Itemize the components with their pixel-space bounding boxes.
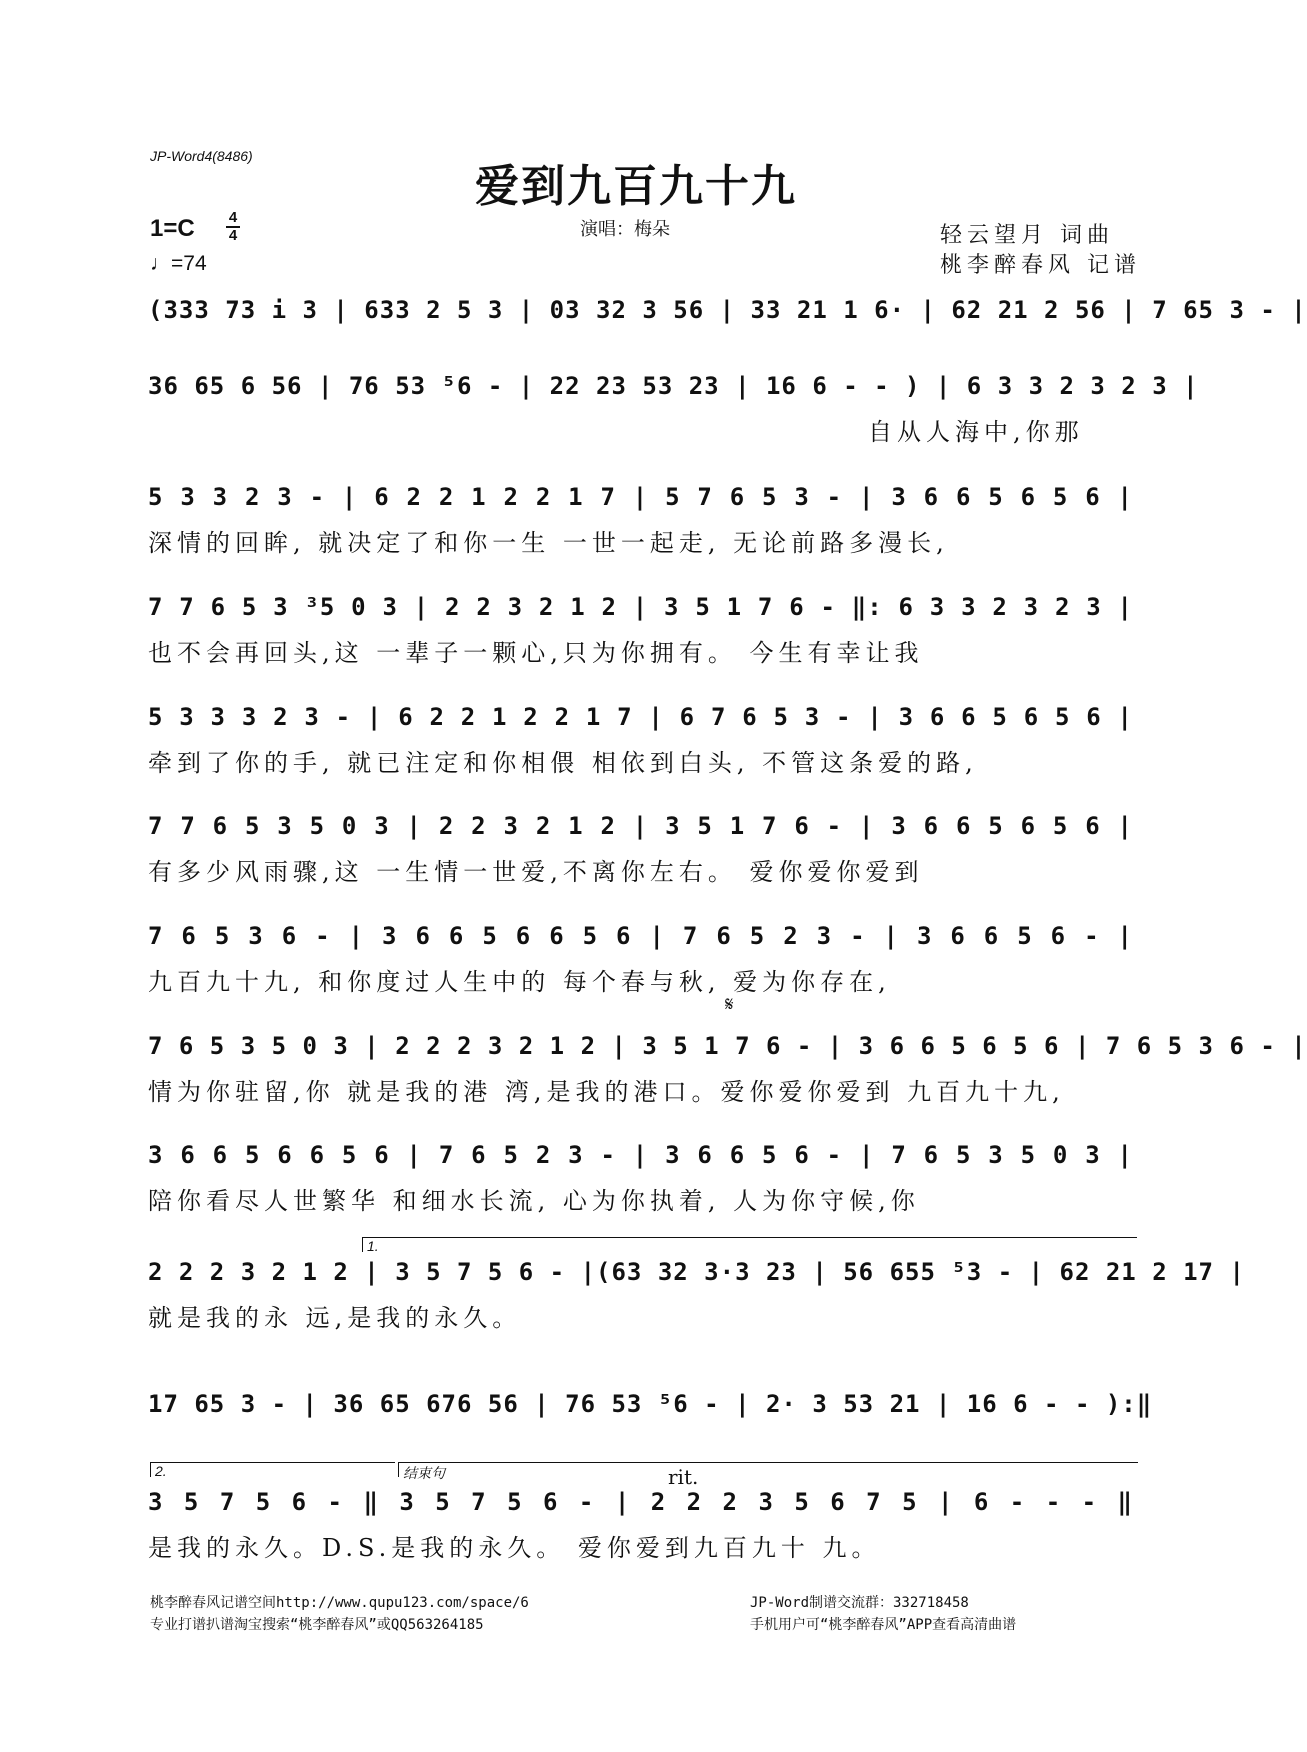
time-bottom: 4 [228,227,238,244]
footer-right-line1: JP-Word制谱交流群：332718458 [750,1595,969,1611]
lyrics: 情为你驻留,你 就是我的港 湾,是我的港口。爱你爱你爱到 九百九十九, [148,1078,1065,1106]
notes: 17 65 3 - | 36 65 676 56 | 76 53 ⁵6 - | 2· 3 53 21 | 16 6 - - ):‖ [148,1390,1153,1418]
singer-label: 演唱：梅朵 [580,219,670,240]
volta-1: 1. [362,1237,1137,1252]
lyrics: 就是我的永 远,是我的永久。 [148,1304,522,1332]
lyrics: 牵到了你的手, 就已注定和你相偎 相依到白头, 不管这条爱的路, [148,749,978,777]
credit-transcriber: 桃李醉春风 记谱 [940,253,1141,278]
software-label: JP-Word4(8486) [150,148,253,164]
lyrics: 是我的永久。D.S.是我的永久。 爱你爱到九百九十 九。 [148,1534,881,1562]
time-top: 4 [228,209,238,226]
notes: 7 6 5 3 5 0 3 | 2 2 2 3 2 1 2 | 3 5 1 7 6 - | 3 6 6 5 6 5 6 | 7 6 5 3 6 - | [148,1032,1307,1060]
key-signature: 1=C [150,215,195,242]
notes: (333 73 i 3 | 633 2 5 3 | 03 32 3 56 | 33 21 1 6· | 62 21 2 56 | 7 65 3 - | [148,296,1307,324]
lyrics: 有多少风雨骤,这 一生情一世爱,不离你左右。 爱你爱你爱到 [148,858,924,886]
volta-2: 2. [150,1462,395,1477]
notes: 2 2 2 3 2 1 2 | 3 5 7 5 6 - |(63 32 3·3 23 | 56 655 ⁵3 - | 62 21 2 17 | [148,1258,1245,1286]
footer-right-line2: 手机用户可“桃李醉春风”APP查看高清曲谱 [750,1617,1017,1633]
notes: 7 7 6 5 3 5 0 3 | 2 2 3 2 1 2 | 3 5 1 7 6 - | 3 6 6 5 6 5 6 | [148,812,1133,840]
lyrics: 自从人海中,你那 [868,418,1084,446]
footer-left-line1: 桃李醉春风记谱空间http://www.qupu123.com/space/6 [150,1595,529,1611]
notes: 5 3 3 2 3 - | 6 2 2 1 2 2 1 7 | 5 7 6 5 3 - | 3 6 6 5 6 5 6 | [148,483,1133,511]
notes: 7 6 5 3 6 - | 3 6 6 5 6 6 5 6 | 7 6 5 2 3 - | 3 6 6 5 6 - | [148,922,1133,950]
ending-label: 结束句 [398,1462,1138,1477]
credit-lyrics-music: 轻云望月 词曲 [940,223,1114,248]
notes: 3 6 6 5 6 6 5 6 | 7 6 5 2 3 - | 3 6 6 5 6 - | 7 6 5 3 5 0 3 | [148,1141,1133,1169]
time-signature [226,210,240,244]
song-title: 爱到九百九十九 [475,161,797,212]
notes: 36 65 6 56 | 76 53 ⁵6 - | 22 23 53 23 | 16 6 - - ) | 6 3 3 2 3 2 3 | [148,372,1199,400]
notes: 7 7 6 5 3 ³5 0 3 | 2 2 3 2 1 2 | 3 5 1 7 6 - ‖: 6 3 3 2 3 2 3 | [148,593,1133,621]
lyrics: 陪你看尽人世繁华 和细水长流, 心为你执着, 人为你守候,你 [148,1187,920,1215]
lyrics: 九百九十九, 和你度过人生中的 每个春与秋, 爱为你存在, [148,968,891,996]
rit-marking: rit. [668,1465,699,1489]
segno-sign: 𝄋 [725,992,734,1016]
tempo-marking: ♩=74 [150,252,207,275]
footer-left-line2: 专业打谱扒谱淘宝搜索“桃李醉春风”或QQ563264185 [150,1617,484,1633]
lyrics: 也不会再回头,这 一辈子一颗心,只为你拥有。 今生有幸让我 [148,639,924,667]
lyrics: 深情的回眸, 就决定了和你一生 一世一起走, 无论前路多漫长, [148,529,949,557]
notes: 3 5 7 5 6 - ‖ 3 5 7 5 6 - | 2 2 2 3 5 6 7 5 | 6 - - - ‖ [148,1488,1133,1516]
notes: 5 3 3 3 2 3 - | 6 2 2 1 2 2 1 7 | 6 7 6 5 3 - | 3 6 6 5 6 5 6 | [148,703,1133,731]
